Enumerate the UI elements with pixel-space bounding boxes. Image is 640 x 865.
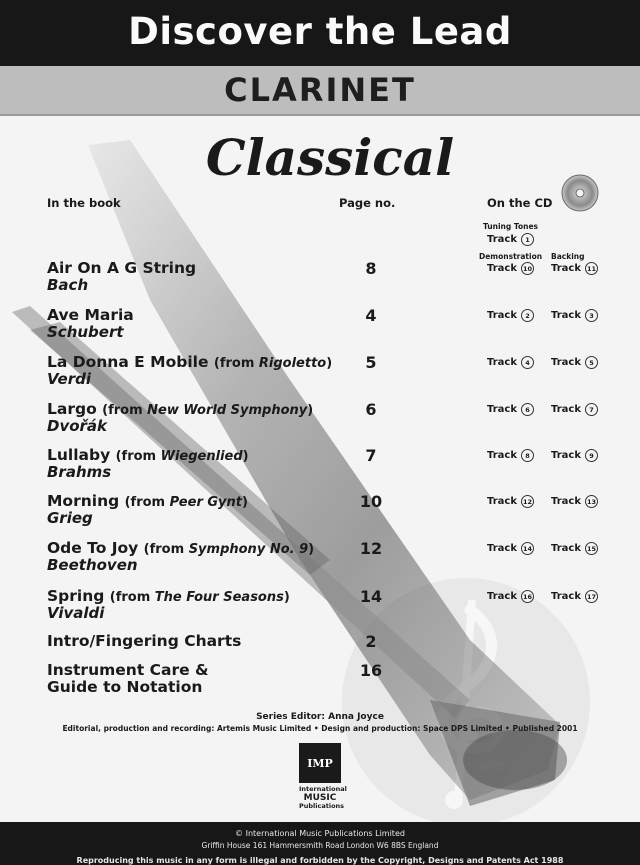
track-label: Track (487, 543, 517, 554)
track-label: Track (551, 591, 581, 602)
backing-track (551, 309, 598, 322)
source-suffix: ) (242, 495, 248, 510)
track-number: 11 (585, 262, 598, 275)
piece-source (110, 590, 290, 605)
track-number: 4 (521, 356, 534, 369)
track-label: Track (551, 404, 581, 415)
logo-line: International (299, 785, 347, 793)
backing-track (551, 495, 598, 508)
composer: Verdi (47, 370, 91, 388)
track-number: 12 (521, 495, 534, 508)
production-credits: Editorial, production and recording: Artemis Music Limited • Design and production: Space DPS Limited • Published 2001 (62, 724, 578, 733)
backing-track (551, 590, 598, 603)
legal-notice: Reproducing this music in any form is illegal and forbidden by the Copyright, Designs and Patents Act 1988 (76, 856, 564, 865)
track-number: 1 (521, 233, 534, 246)
piece-title (47, 539, 314, 557)
demonstration-track (487, 356, 534, 369)
series-title: Discover the Lead (128, 10, 512, 53)
piece-title (47, 259, 196, 277)
track-number: 17 (585, 590, 598, 603)
demonstration-track (487, 403, 534, 416)
column-in-the-book: In the book (47, 196, 121, 210)
demonstration-track (487, 542, 534, 555)
track-number: 16 (521, 590, 534, 603)
page-number: 10 (359, 492, 383, 511)
source-suffix: ) (242, 449, 249, 464)
piece-name: Ode To Joy (47, 539, 139, 557)
book-title: Classical (205, 128, 455, 187)
extra-title: Intro/Fingering Charts (47, 632, 242, 650)
track-label: Track (487, 450, 517, 461)
source-prefix: (from (213, 356, 259, 371)
source-work: New World Symphony (147, 403, 308, 418)
piece-title (47, 492, 248, 510)
track-number: 7 (585, 403, 598, 416)
piece-source (125, 495, 248, 510)
page-number: 5 (365, 353, 377, 372)
demonstration-track (487, 309, 534, 322)
piece-title (47, 353, 332, 371)
logo-mark: IMP (299, 743, 341, 783)
logo-line: MUSIC (303, 792, 337, 803)
piece-source (144, 542, 314, 557)
backing-track (551, 262, 598, 275)
backing-track (551, 542, 598, 555)
tuning-tones-label: Tuning Tones (483, 222, 539, 231)
composer: Grieg (47, 509, 93, 527)
composer: Vivaldi (47, 604, 105, 622)
page-number: 6 (365, 400, 377, 419)
demonstration-track (487, 262, 534, 275)
column-page-no: Page no. (339, 196, 396, 210)
piece-name: Morning (47, 492, 120, 510)
piece-source (102, 403, 313, 418)
source-prefix: (from (109, 590, 155, 605)
backing-header: Backing (551, 252, 585, 261)
demonstration-track (487, 495, 534, 508)
track-label: Track (487, 310, 517, 321)
instrument-title: CLARINET (224, 71, 416, 109)
track-number: 15 (585, 542, 598, 555)
backing-track (551, 356, 598, 369)
track-label: Track (551, 263, 581, 274)
source-suffix: ) (326, 356, 333, 371)
series-editor: Series Editor: Anna Joyce (256, 712, 384, 722)
piece-name: Largo (47, 400, 97, 418)
demonstration-track (487, 449, 534, 462)
track-label: Track (551, 496, 581, 507)
piece-title (47, 306, 134, 324)
piece-name: Air On A G String (47, 259, 197, 277)
piece-name: Spring (47, 587, 105, 605)
track-label: Track (487, 404, 517, 415)
source-work: The Four Seasons (154, 590, 284, 605)
page-number: 8 (365, 259, 377, 278)
copyright: © International Music Publications Limited (235, 829, 405, 838)
piece-source (116, 449, 249, 464)
track-number: 10 (521, 262, 534, 275)
logo-line: Publications (299, 801, 345, 810)
track-label: Track (487, 496, 517, 507)
track-number: 14 (521, 542, 534, 555)
composer: Brahms (47, 463, 112, 481)
source-prefix: (from (143, 542, 189, 557)
piece-name: La Donna E Mobile (47, 353, 209, 371)
composer: Beethoven (47, 556, 138, 574)
track-number: 6 (521, 403, 534, 416)
track-label: Track (551, 450, 581, 461)
track-label: Track (551, 310, 581, 321)
publisher-logo (299, 743, 347, 810)
track-number: 2 (521, 309, 534, 322)
extra-page: 16 (359, 661, 383, 680)
extra-page: 2 (365, 632, 377, 651)
source-suffix: ) (283, 590, 290, 605)
track-label: Track (487, 357, 517, 368)
demonstration-track (487, 590, 534, 603)
track-number: 8 (521, 449, 534, 462)
extra-title: Guide to Notation (47, 678, 203, 696)
track-label: Track (487, 591, 517, 602)
demonstration-header: Demonstration (479, 252, 543, 261)
source-work: Rigoletto (258, 356, 327, 371)
composer: Bach (47, 276, 89, 294)
piece-title (47, 587, 290, 605)
track-label: Track (551, 357, 581, 368)
tuning-track (487, 233, 534, 246)
page-number: 4 (365, 306, 377, 325)
source-prefix: (from (124, 495, 170, 510)
backing-track (551, 449, 598, 462)
track-label: Track (487, 263, 517, 274)
track-number: 5 (585, 356, 598, 369)
column-on-the-cd: On the CD (487, 196, 553, 210)
page-number: 7 (365, 446, 377, 465)
piece-title (47, 400, 313, 418)
piece-source (214, 356, 332, 371)
track-number: 13 (585, 495, 598, 508)
track-number: 9 (585, 449, 598, 462)
track-number: 3 (585, 309, 598, 322)
track-label: Track (487, 234, 517, 245)
extra-title: Instrument Care & (47, 661, 209, 679)
source-work: Peer Gynt (169, 495, 242, 510)
source-suffix: ) (308, 542, 315, 557)
page-number: 12 (359, 539, 383, 558)
source-work: Symphony No. 9 (188, 542, 309, 557)
source-prefix: (from (102, 403, 148, 418)
publisher-address: Griffin House 161 Hammersmith Road London W6 8BS England (201, 841, 439, 850)
piece-name: Ave Maria (47, 306, 134, 324)
backing-track (551, 403, 598, 416)
source-suffix: ) (307, 403, 314, 418)
track-label: Track (551, 543, 581, 554)
composer: Dvořák (47, 417, 108, 435)
piece-title (47, 446, 249, 464)
page-number: 14 (359, 587, 383, 606)
source-prefix: (from (115, 449, 161, 464)
composer: Schubert (47, 323, 124, 341)
piece-name: Lullaby (47, 446, 111, 464)
source-work: Wiegenlied (160, 449, 243, 464)
